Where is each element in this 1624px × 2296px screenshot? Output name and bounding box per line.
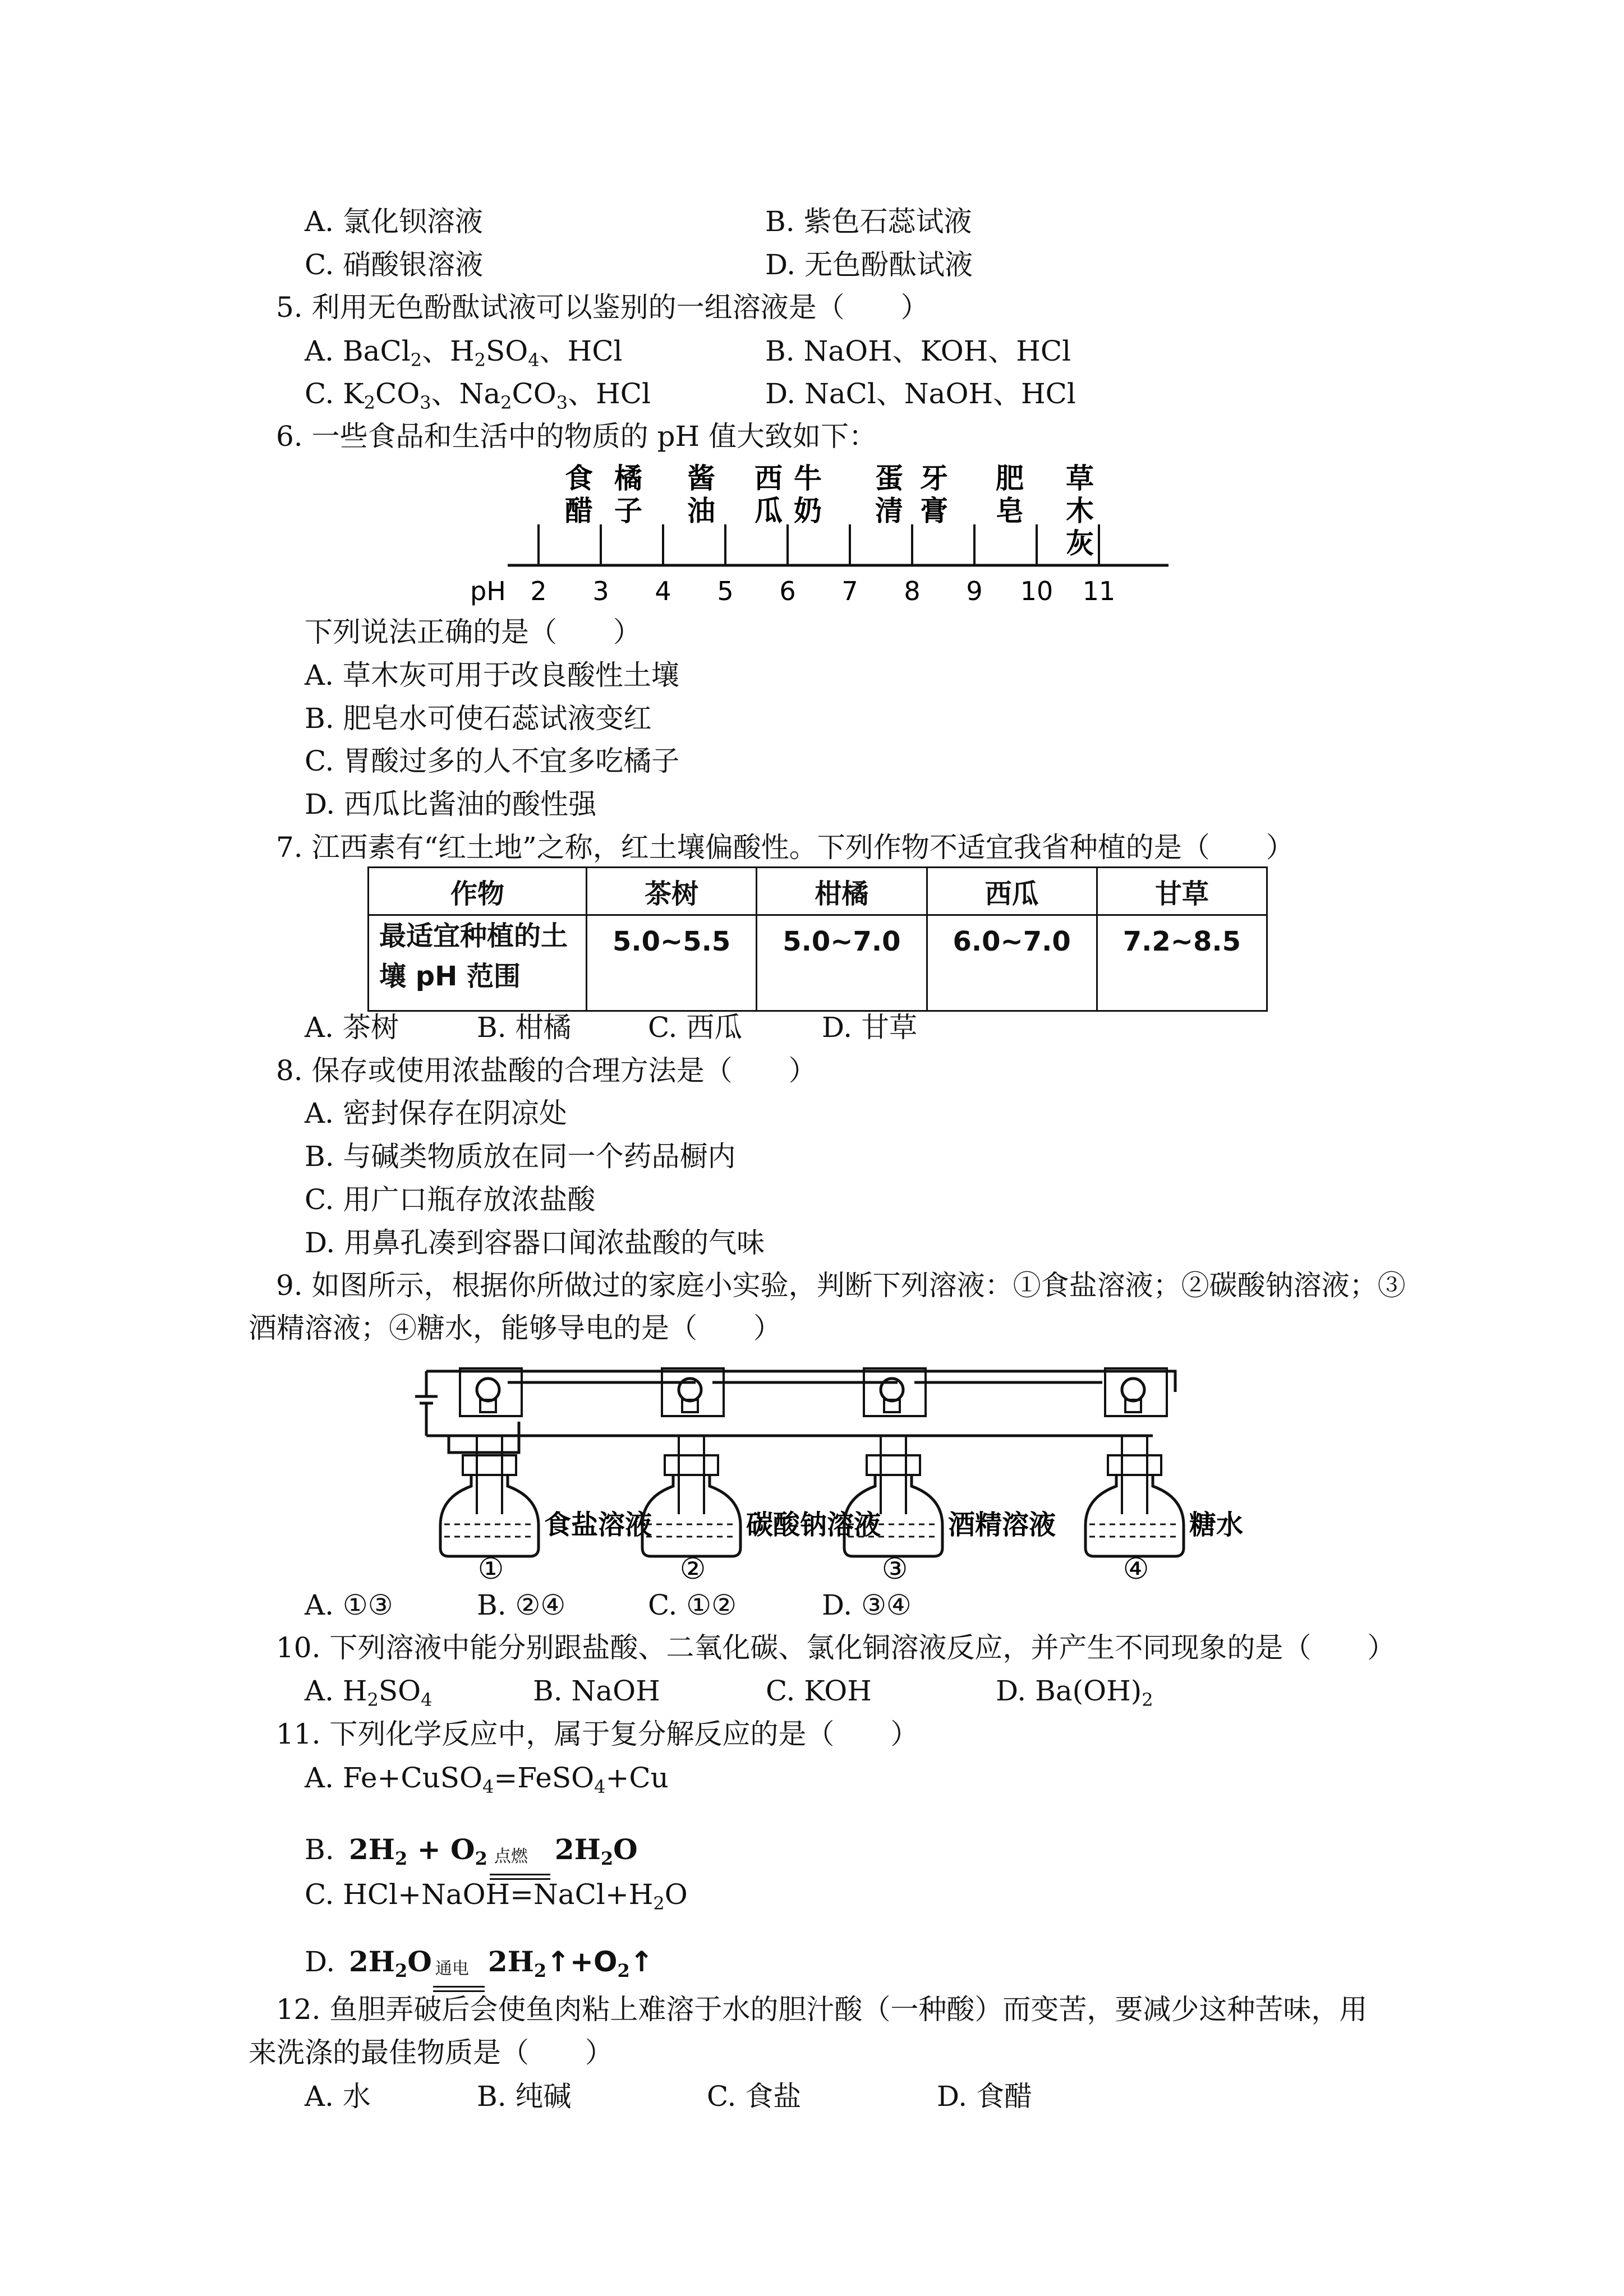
- bottle-stopper: [1108, 1455, 1161, 1475]
- ph-tick-label: 3: [592, 576, 609, 606]
- ph-tick-label: 4: [655, 576, 671, 606]
- q9-option-a: A. ①③: [305, 1589, 393, 1621]
- table-header-cell: 茶树: [587, 868, 757, 915]
- q4-option-d: D. 无色酚酞试液: [765, 248, 973, 281]
- table-cell: 5.0~5.5: [587, 915, 757, 1011]
- ph-food-label: 草: [1066, 462, 1094, 495]
- ph-food-label: 蛋: [875, 462, 903, 495]
- q12-stem-line1: 12. 鱼胆弄破后会使鱼肉粘上难溶于水的胆汁酸（一种酸）而变苦，要减少这种苦味，用: [276, 1993, 1368, 2026]
- q5-stem: 5. 利用无色酚酞试液可以鉴别的一组溶液是（ ）: [276, 291, 929, 324]
- bottle-stopper: [665, 1455, 718, 1475]
- q9-option-c: C. ①②: [648, 1589, 737, 1621]
- ph-tick-label: 10: [1020, 576, 1053, 606]
- q11-option-d: D.: [305, 1945, 335, 1978]
- ph-food-label: 灰: [1066, 527, 1094, 560]
- q7-option-a: A. 茶树: [305, 1011, 399, 1044]
- q9-option-d: D. ③④: [822, 1589, 912, 1621]
- ph-food-label: 酱: [687, 462, 715, 495]
- q10-option-a: A. $H_2SO_4$: [305, 1675, 433, 1711]
- bulb-icon: [477, 1378, 499, 1401]
- ph-food-label: 瓜: [755, 495, 783, 527]
- q8-option-c: C. 用广口瓶存放浓盐酸: [305, 1183, 596, 1216]
- q6-prompt: 下列说法正确的是（ ）: [305, 616, 641, 648]
- q10-stem: 10. 下列溶液中能分别跟盐酸、二氧化碳、氯化铜溶液反应，并产生不同现象的是（ ）: [276, 1631, 1396, 1664]
- solution-number: ④: [1122, 1552, 1149, 1586]
- q7-option-c: C. 西瓜: [648, 1011, 743, 1044]
- q11-option-b-equation: $2H_2 + O_2$ 点燃 $2H_2O$: [349, 1833, 638, 1875]
- ph-food-label: 橘: [614, 462, 642, 495]
- q4-option-a: A. 氯化钡溶液: [305, 205, 483, 238]
- bottle: [440, 1475, 539, 1556]
- ph-food-label: 油: [687, 495, 715, 527]
- solution-label: 糖水: [1189, 1509, 1244, 1541]
- q6-option-b: B. 肥皂水可使石蕊试液变红: [305, 702, 652, 735]
- q6-option-a: A. 草木灰可用于改良酸性土壤: [305, 659, 679, 691]
- ph-food-label: 膏: [920, 495, 948, 527]
- lamp-holder: [1105, 1368, 1167, 1416]
- q11-option-d-equation: $2H_2O$ 通电 $2H_2↑+O_2↑$: [349, 1945, 654, 1988]
- table-header-cell: 西瓜: [927, 868, 1097, 915]
- bottle-stopper: [867, 1455, 920, 1475]
- bottle: [844, 1475, 942, 1556]
- q7-stem: 7. 江西素有“红土地”之称，红土壤偏酸性。下列作物不适宜我省种植的是（ ）: [276, 831, 1294, 864]
- q9-option-b: B. ②④: [477, 1589, 566, 1621]
- solution-number: ①: [477, 1552, 504, 1586]
- bottle: [1085, 1475, 1184, 1556]
- ph-food-label: 木: [1066, 495, 1094, 527]
- ph-tick-label: 11: [1082, 576, 1116, 606]
- q5-option-a: A. BaCl$_2$、$H_2SO_4$、HCl: [305, 335, 623, 371]
- q7-option-d: D. 甘草: [822, 1011, 918, 1044]
- solution-number: ③: [881, 1552, 908, 1586]
- ph-food-label: 牙: [920, 462, 948, 495]
- q4-option-c: C. 硝酸银溶液: [305, 248, 484, 281]
- solution-label: 酒精溶液: [948, 1509, 1056, 1541]
- q12-option-b: B. 纯碱: [477, 2080, 572, 2113]
- table-row: [369, 915, 1267, 1011]
- ph-food-label: 子: [614, 495, 642, 527]
- table-header-cell: 作物: [369, 868, 587, 915]
- ph-food-label: 食: [565, 462, 593, 495]
- q4-option-b: B. 紫色石蕊试液: [765, 205, 972, 238]
- solution-label: 食盐溶液: [544, 1509, 652, 1541]
- lamp-holder: [460, 1368, 522, 1416]
- crop-ph-table: [367, 866, 1268, 1012]
- q6-option-c: C. 胃酸过多的人不宜多吃橘子: [305, 745, 680, 777]
- q11-option-a: A. Fe+CuSO$_4$=FeSO$_4$+Cu: [305, 1762, 669, 1797]
- bulb-base: [884, 1400, 900, 1412]
- q11-stem: 11. 下列化学反应中，属于复分解反应的是（ ）: [276, 1718, 919, 1750]
- table-cell: 6.0~7.0: [927, 915, 1097, 1011]
- q6-option-d: D. 西瓜比酱油的酸性强: [305, 788, 597, 820]
- q11-option-c: C. $HCl+NaOH=NaCl+H_2O$: [305, 1878, 688, 1914]
- q9-stem-line2: 酒精溶液；④糖水，能够导电的是（ ）: [249, 1312, 781, 1344]
- q8-option-b: B. 与碱类物质放在同一个药品橱内: [305, 1140, 736, 1173]
- ph-food-label: 牛: [794, 462, 822, 495]
- solution-label: 碳酸钠溶液: [746, 1509, 881, 1541]
- ph-food-label: 皂: [996, 495, 1024, 527]
- table-cell: 7.2~8.5: [1097, 915, 1267, 1011]
- q9-stem-line1: 9. 如图所示，根据你所做过的家庭小实验，判断下列溶液：①食盐溶液；②碳酸钠溶液；③: [276, 1269, 1406, 1302]
- q5-option-c: C. $K_2CO_3$、$Na_2CO_3$、HCl: [305, 377, 651, 413]
- ph-food-label: 西: [755, 462, 783, 495]
- q12-option-c: C. 食盐: [707, 2080, 802, 2113]
- bulb-base: [480, 1400, 496, 1412]
- ph-tick-label: 6: [779, 576, 796, 606]
- q10-option-d: D. $Ba(OH)_2$: [996, 1675, 1153, 1711]
- condition-ignite: 点燃: [494, 1847, 528, 1866]
- lamp-holder: [662, 1368, 724, 1416]
- q10-option-c: C. KOH: [766, 1675, 872, 1707]
- solution-number: ②: [679, 1552, 706, 1586]
- table-header-cell: 柑橘: [757, 868, 927, 915]
- q5-option-d: D. NaCl、NaOH、HCl: [765, 377, 1076, 410]
- table-header-cell: 甘草: [1097, 868, 1267, 915]
- table-row-label: 最适宜种植的土壤 pH 范围: [369, 915, 587, 1011]
- q5-option-b: B. NaOH、KOH、HCl: [765, 335, 1071, 367]
- lamp-holder: [864, 1368, 926, 1416]
- ph-axis-label: pH: [470, 576, 506, 606]
- ph-tick-label: 7: [841, 576, 858, 606]
- bulb-base: [682, 1400, 698, 1412]
- ph-food-label: 清: [875, 495, 903, 527]
- q6-stem: 6. 一些食品和生活中的物质的 pH 值大致如下：: [276, 420, 877, 453]
- bulb-icon: [881, 1378, 903, 1401]
- ph-tick-label: 5: [717, 576, 734, 606]
- q7-option-b: B. 柑橘: [477, 1011, 572, 1044]
- bulb-icon: [679, 1378, 701, 1401]
- q11-option-b: B.: [305, 1833, 334, 1866]
- ph-tick-label: 8: [904, 576, 921, 606]
- table-header-row: [369, 868, 1267, 915]
- bottle-stopper: [463, 1455, 516, 1475]
- bottle: [642, 1475, 740, 1556]
- q12-stem-line2: 来洗涤的最佳物质是（ ）: [249, 2036, 613, 2069]
- q12-option-d: D. 食醋: [937, 2080, 1033, 2113]
- q8-stem: 8. 保存或使用浓盐酸的合理方法是（ ）: [276, 1054, 817, 1087]
- ph-food-label: 奶: [794, 495, 822, 527]
- q8-option-a: A. 密封保存在阴凉处: [305, 1097, 567, 1129]
- q10-option-b: B. NaOH: [533, 1675, 660, 1707]
- ph-tick-label: 2: [530, 576, 547, 606]
- ph-food-label: 醋: [565, 495, 593, 527]
- bulb-base: [1125, 1400, 1141, 1412]
- bulb-icon: [1122, 1378, 1144, 1401]
- ph-tick-label: 9: [966, 576, 983, 606]
- q12-option-a: A. 水: [305, 2080, 371, 2113]
- table-cell: 5.0~7.0: [757, 915, 927, 1011]
- ph-food-label: 肥: [996, 462, 1024, 495]
- condition-electrolysis: 通电: [435, 1959, 469, 1979]
- q8-option-d: D. 用鼻孔凑到容器口闻浓盐酸的气味: [305, 1227, 765, 1259]
